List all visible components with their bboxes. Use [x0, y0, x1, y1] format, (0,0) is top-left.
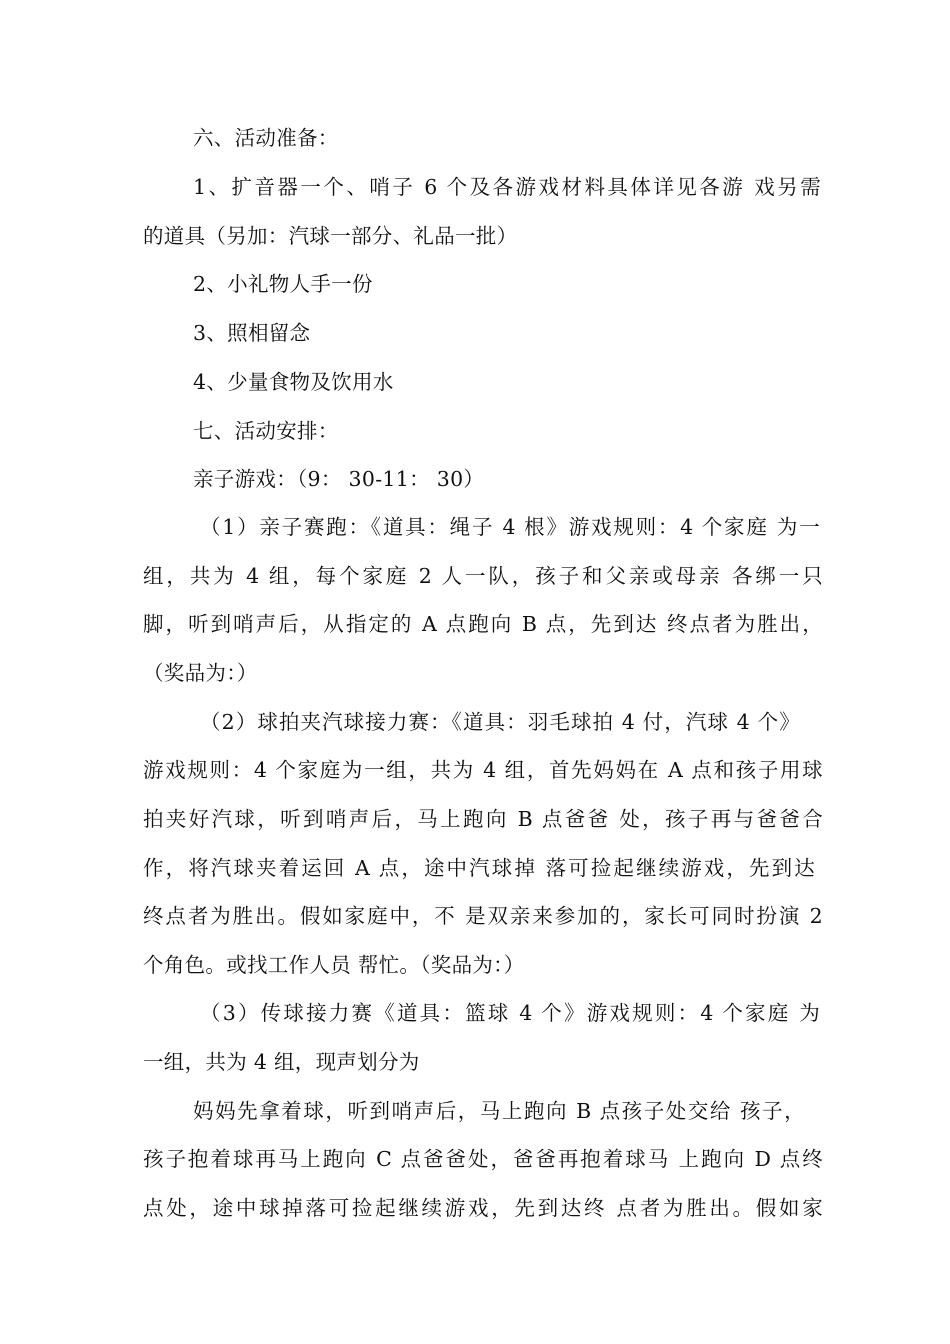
paragraph-line: （2）球拍夹汽球接力赛：《道具：羽毛球拍 4 付，汽球 4 个》 [200, 710, 800, 734]
paragraph-line: 妈妈先拿着球，听到哨声后，马上跑向 B 点孩子处交给 孩子， [193, 1099, 805, 1123]
paragraph-line: 1、扩音器一个、哨子 6 个及各游戏材料具体详见各游 戏另需 [193, 175, 821, 199]
paragraph-line: 作，将汽球夹着运回 A 点，途中汽球掉 落可捡起继续游戏，先到达 [143, 856, 815, 880]
paragraph-line: 4、少量食物及饮用水 [193, 370, 394, 394]
paragraph-line: （3）传球接力赛《道具：篮球 4 个》游戏规则：4 个家庭 为 [200, 1001, 820, 1025]
paragraph-line: 个角色。或找工作人员 帮忙。（奖品为：） [143, 953, 525, 977]
paragraph-line: （1）亲子赛跑：《道具：绳子 4 根》游戏规则：4 个家庭 为一 [200, 515, 820, 539]
paragraph-line: 脚，听到哨声后，从指定的 A 点跑向 B 点，先到达 终点者为胜出， [143, 612, 823, 636]
paragraph-line: 2、小礼物人手一份 [193, 272, 373, 296]
paragraph-line: （奖品为：） [143, 661, 258, 685]
paragraph-line: 3、照相留念 [193, 321, 311, 345]
paragraph-line: 拍夹好汽球，听到哨声后，马上跑向 B 点爸爸 处，孩子再与爸爸合 [143, 807, 823, 831]
paragraph-line: 孩子抱着球再马上跑向 C 点爸爸处，爸爸再抱着球马 上跑向 D 点终 [143, 1147, 823, 1171]
paragraph-line: 组，共为 4 组，每个家庭 2 人一队，孩子和父亲或母亲 各绑一只 [143, 564, 823, 588]
paragraph-line: 一组，共为 4 组，现声划分为 [143, 1050, 420, 1074]
paragraph-line: 亲子游戏：（9： 30-11： 30） [193, 467, 485, 491]
section-heading-preparation: 六、活动准备： [193, 126, 339, 150]
paragraph-line: 游戏规则：4 个家庭为一组，共为 4 组，首先妈妈在 A 点和孩子用球 [143, 758, 823, 782]
paragraph-line: 点处，途中球掉落可捡起继续游戏，先到达终 点者为胜出。假如家 [143, 1196, 823, 1220]
section-heading-schedule: 七、活动安排： [193, 419, 339, 443]
paragraph-line: 终点者为胜出。假如家庭中，不 是双亲来参加的，家长可同时扮演 2 [143, 904, 823, 928]
paragraph-line: 的道具（另加：汽球一部分、礼品一批） [143, 224, 518, 248]
